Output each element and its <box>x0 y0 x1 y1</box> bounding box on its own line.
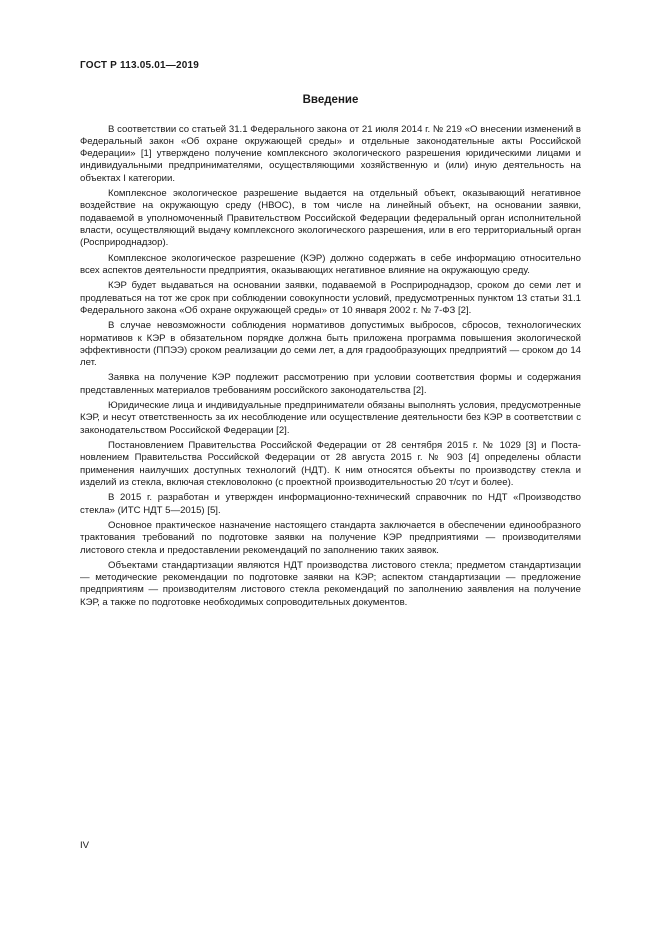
paragraph-8: Постановлением Правительства Российской Федерации от 28 сентября 2015 г. № 1029 [3] и Постановлением Правительства Российской Федерации от 28 августа 2015 г. № 903 [4] определены области применения наилучших доступных технологий (НДТ). К ним относятся объекты по производству стекла и изделий из стекла, включая стекловолокно (с проектной производительностью 20 т/сут и более). <box>80 440 581 488</box>
paragraph-2: Комплексное экологическое разрешение выдается на отдельный объект, оказывающий негативное воздействие на окружающую среду (НВОС), в том числе на линейный объект, на основании заявки, подаваемой в уполномоченный Правительством Российской Федерации федеральный орган исполнительной власти, осуществляющий выдачу комплексного экологического разрешения, или в его территориальный орган (Росприроднадзор). <box>80 188 581 248</box>
document-code: ГОСТ Р 113.05.01—2019 <box>80 60 200 71</box>
paragraph-3: Комплексное экологическое разрешение (КЭР) должно содержать в себе информацию относительно всех аспектов деятельности предприятия, оказывающих негативное влияние на окружающую среду. <box>80 252 581 276</box>
paragraph-1: В соответствии со статьей 31.1 Федерального закона от 21 июля 2014 г. № 219 «О внесении изменений в Федеральный закон «Об охране окружающей среды» и отдельные законодательные акты Российской Федерации» [1] утверждено получение комплексного экологического разрешения юридическими лицами и индивидуальными предпринимателями, осуществляющими хозяйственную и (или) иную деятельность на объектах I категории. <box>80 124 581 184</box>
introduction-body <box>80 124 581 612</box>
paragraph-9: В 2015 г. разработан и утвержден информационно-технический справочник по НДТ «Производство стекла» (ИТС НДТ 5—2015) [5]. <box>80 492 581 516</box>
paragraph-7: Юридические лица и индивидуальные предприниматели обязаны выполнять условия, предусмотренные КЭР, и несут ответственность за их несоблюдение или осуществление деятельности без КЭР в соответствии с законодательством Российской Федерации [2]. <box>80 400 581 436</box>
section-title: Введение <box>302 94 359 106</box>
paragraph-11: Объектами стандартизации являются НДТ производства листового стекла; предметом стандартизации — методические рекомендации по подготовке заявки на КЭР; аспектом стандартизации — предложение предприятиям — производителям листового стекла рекомендаций по заполнению заявления на получение КЭР, а также по подготовке необходимых сопроводительных документов. <box>80 560 581 608</box>
paragraph-6: Заявка на получение КЭР подлежит рассмотрению при условии соответствия формы и содержания представленных материалов требованиям российского законодательства [2]. <box>80 372 581 396</box>
paragraph-10: Основное практическое назначение настоящего стандарта заключается в обеспечении единообразного трактования требований по подготовке заявки на получение КЭР предприятиями — производителями листового стекла и предоставлении рекомендаций по заполнению таких заявок. <box>80 520 581 556</box>
paragraph-4: КЭР будет выдаваться на основании заявки, подаваемой в Росприроднадзор, сроком до семи лет и продлеваться на тот же срок при соблюдении совокупности условий, предусмотренных пунктом 13 статьи 31.1 Федерального закона «Об охране окружающей среды» от 10 января 2002 г. № 7-ФЗ [2]. <box>80 280 581 316</box>
page-number: IV <box>80 840 90 851</box>
paragraph-5: В случае невозможности соблюдения нормативов допустимых выбросов, сбросов, технологических нормативов к КЭР в обязательном порядке должна быть приложена программа повышения экологической эффективности (ППЭЭ) сроком реализации до семи лет, а для градообразующих предприятий — сроком до 14 лет. <box>80 320 581 368</box>
